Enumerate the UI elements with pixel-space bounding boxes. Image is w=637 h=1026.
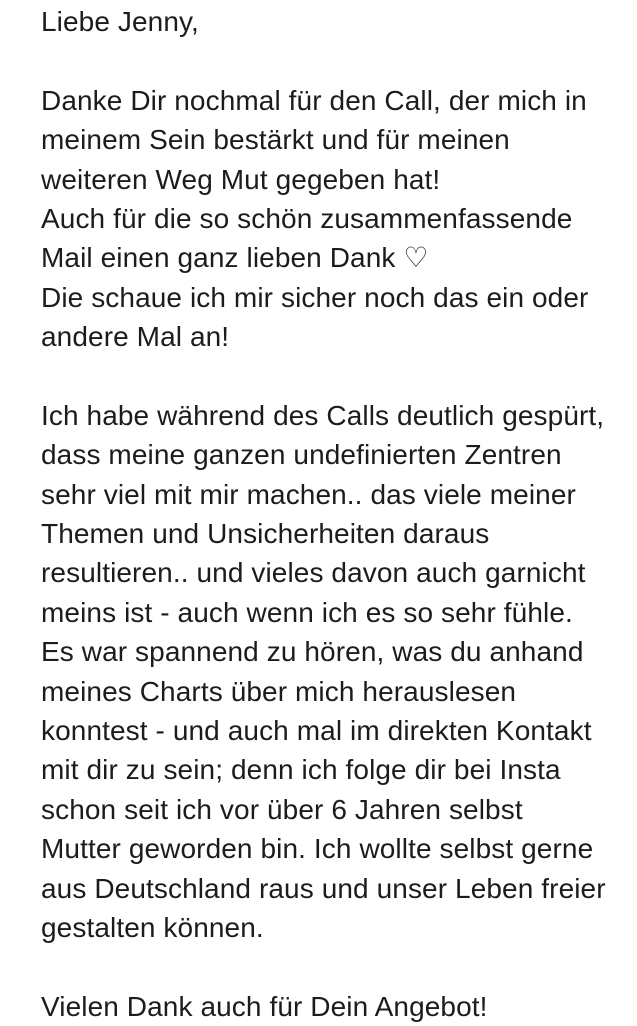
letter-line: [41, 41, 619, 80]
letter-line: Mutter geworden bin. Ich wollte selbst gerne: [41, 833, 594, 865]
letter-line: resultieren.. und vieles davon auch garnicht: [41, 557, 586, 589]
letter-line: konntest - und auch mal im direkten Kontakt: [41, 715, 592, 747]
letter-line: Es war spannend zu hören, was du anhand: [41, 636, 584, 668]
letter-line: weiteren Weg Mut gegeben hat!: [41, 163, 441, 195]
letter-line: Ich habe während des Calls deutlich gespürt,: [41, 399, 605, 431]
letter-line: meins ist - auch wenn ich es so sehr fühle.: [41, 596, 573, 628]
letter-line: dass meine ganzen undefinierten Zentren: [41, 439, 562, 471]
letter-line: [41, 357, 619, 396]
letter-line: meines Charts über mich herauslesen: [41, 675, 517, 707]
letter-line: mit dir zu sein; denn ich folge dir bei Insta: [41, 754, 561, 786]
letter-line: Auch für die so schön zusammenfassende: [41, 202, 573, 234]
letter-line: meinem Sein bestärkt und für meinen: [41, 124, 510, 156]
letter-line: Themen und Unsicherheiten daraus: [41, 518, 490, 550]
letter-line: Mail einen ganz lieben Dank ♡: [41, 242, 429, 274]
letter-line: Die schaue ich mir sicher noch das ein oder: [41, 281, 589, 313]
letter-line: [41, 947, 619, 986]
letter-line: schon seit ich vor über 6 Jahren selbst: [41, 793, 523, 825]
letter-line: gestalten können.: [41, 911, 264, 943]
letter-line: Vielen Dank auch für Dein Angebot!: [41, 990, 488, 1022]
letter-line: sehr viel mit mir machen.. das viele meiner: [41, 478, 576, 510]
letter-line: Liebe Jenny,: [41, 6, 199, 37]
letter-line: aus Deutschland raus und unser Leben freier: [41, 872, 606, 904]
letter-line: Danke Dir nochmal für den Call, der mich in: [41, 84, 587, 116]
letter-line: andere Mal an!: [41, 321, 230, 353]
